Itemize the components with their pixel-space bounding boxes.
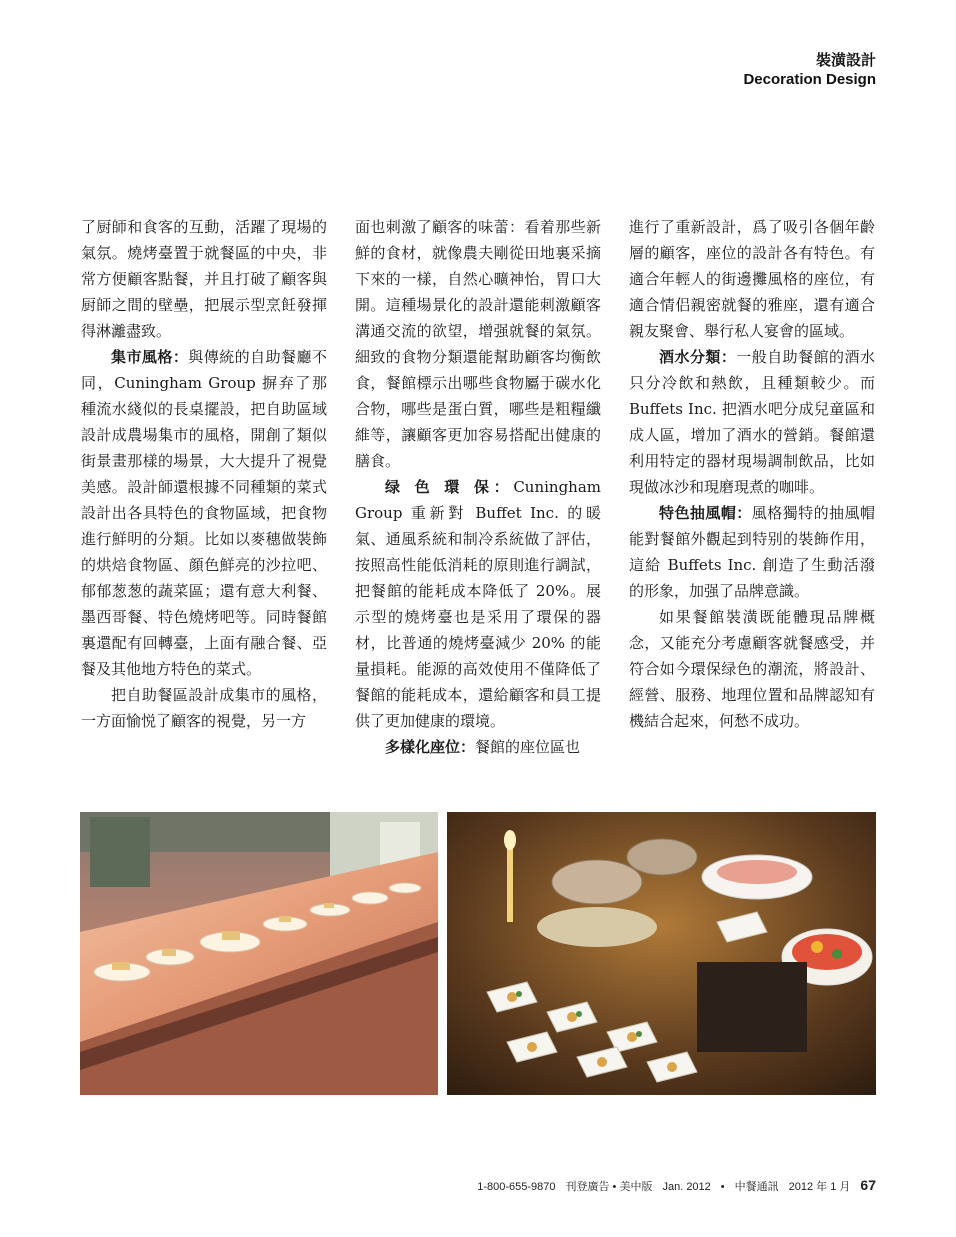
page-number: 67 xyxy=(860,1177,876,1193)
paragraph: 進行了重新設計，爲了吸引各個年齡層的顧客，座位的設計各有特色。有適合年輕人的街邊攤風格的座位，有適合情侣親密就餐的雅座，還有適合親友聚會、舉行私人宴會的區域。 xyxy=(629,218,875,340)
buffet-display-illustration xyxy=(447,812,876,1095)
paragraph-market-style: 集市風格：與傳統的自助餐廳不同，Cuningham Group 摒弃了那種流水綫似的長桌擺設，把自助區域設計成農場集市的風格，開創了類似街景畫那樣的場景，大大提升了視覺美感。設計師還根據不同種類的菜式設計出各具特色的食物區域，把食物進行鮮明的分類。比如以麥穗做裝飾的烘焙食物區、顔色鮮亮的沙拉吧、郁郁葱葱的蔬菜區；還有意大利餐、墨西哥餐、特色燒烤吧等。同時餐館裏還配有回轉臺，上面有融合餐、亞餐及其他地方特色的菜式。 xyxy=(81,348,327,678)
paragraph: 了厨師和食客的互動，活躍了現場的氣氛。燒烤臺置于就餐區的中央，非常方便顧客點餐，并且打破了顧客與厨師之間的壁壘，把展示型烹飪發揮得淋灕盡致。 xyxy=(81,218,327,340)
paragraph-lead: 绿 色 環 保： xyxy=(385,478,514,496)
conveyor-counter-illustration xyxy=(80,812,438,1095)
publication-name: 中餐通訊 xyxy=(734,1181,779,1193)
text-column-3 xyxy=(629,214,875,734)
footer-separator: • xyxy=(720,1181,725,1193)
paragraph-lead: 多樣化座位： xyxy=(385,738,476,756)
conveyor-counter-photo xyxy=(80,812,438,1095)
advertising-phone: 1-800-655-9870 xyxy=(477,1181,556,1193)
paragraph-lead: 集市風格： xyxy=(111,348,189,366)
page-footer xyxy=(477,1177,876,1194)
paragraph-lead: 特色抽風帽： xyxy=(659,504,752,522)
paragraph-drinks: 酒水分類：一般自助餐館的酒水只分冷飲和熱飲，且種類較少。而 Buffets Inc. 把酒水吧分成兒童區和成人區，增加了酒水的營銷。餐館還利用特定的器材現場調制飲品，比如現做冰沙和現磨現煮的咖啡。 xyxy=(629,348,875,496)
section-title-chinese: 裝潢設計 xyxy=(815,51,876,69)
paragraph-hood: 特色抽風帽：風格獨特的抽風帽能對餐館外觀起到特别的裝飾作用，這給 Buffets Inc. 創造了生動活潑的形象，加强了品牌意識。 xyxy=(629,504,875,600)
text-column-2 xyxy=(355,214,601,760)
paragraph-conclusion: 如果餐館裝潢既能體現品牌概念，又能充分考慮顧客就餐感受，并符合如今環保绿色的潮流，將設計、經營、服務、地理位置和品牌認知有機結合起來，何愁不成功。 xyxy=(629,608,875,730)
section-title-english: Decoration Design xyxy=(743,71,876,88)
text-column-1 xyxy=(81,214,327,734)
paragraph: 把自助餐區設計成集市的風格，一方面愉悦了顧客的視覺，另一方 xyxy=(81,686,327,730)
section-header xyxy=(743,50,876,90)
issue-date-english: Jan. 2012 xyxy=(662,1181,711,1193)
paragraph-lead: 酒水分類： xyxy=(659,348,737,366)
paragraph: 面也刺激了顧客的味蕾：看着那些新鮮的食材，就像農夫剛從田地裏采摘下來的一樣，自然心曠神怡，胃口大開。這種場景化的設計還能刺激顧客溝通交流的欲望，增强就餐的氣氛。細致的食物分類還能幫助顧客均衡飲食，餐館標示出哪些食物屬于碳水化合物，哪些是蛋白質，哪些是粗糧纖維等，讓顧客更加容易搭配出健康的膳食。 xyxy=(355,218,601,470)
buffet-display-photo xyxy=(447,812,876,1095)
paragraph-green: 绿 色 環 保：Cuningham Group 重新對 Buffet Inc. 的暖氣、通風系統和制冷系統做了評估，按照高性能低消耗的原則進行調試，把餐館的能耗成本降低了 20%。展示型的燒烤臺也是采用了環保的器材，比普通的燒烤臺減少 20% 的能量損耗。能源的高效使用不僅降低了餐館的能耗成本，還給顧客和員工提供了更加健康的環境。 xyxy=(355,478,601,730)
paragraph-seating: 多樣化座位：餐館的座位區也 xyxy=(385,738,581,756)
advertising-label: 刊登廣告 • 美中版 xyxy=(565,1181,653,1193)
issue-date-chinese: 2012 年 1 月 xyxy=(788,1181,851,1193)
